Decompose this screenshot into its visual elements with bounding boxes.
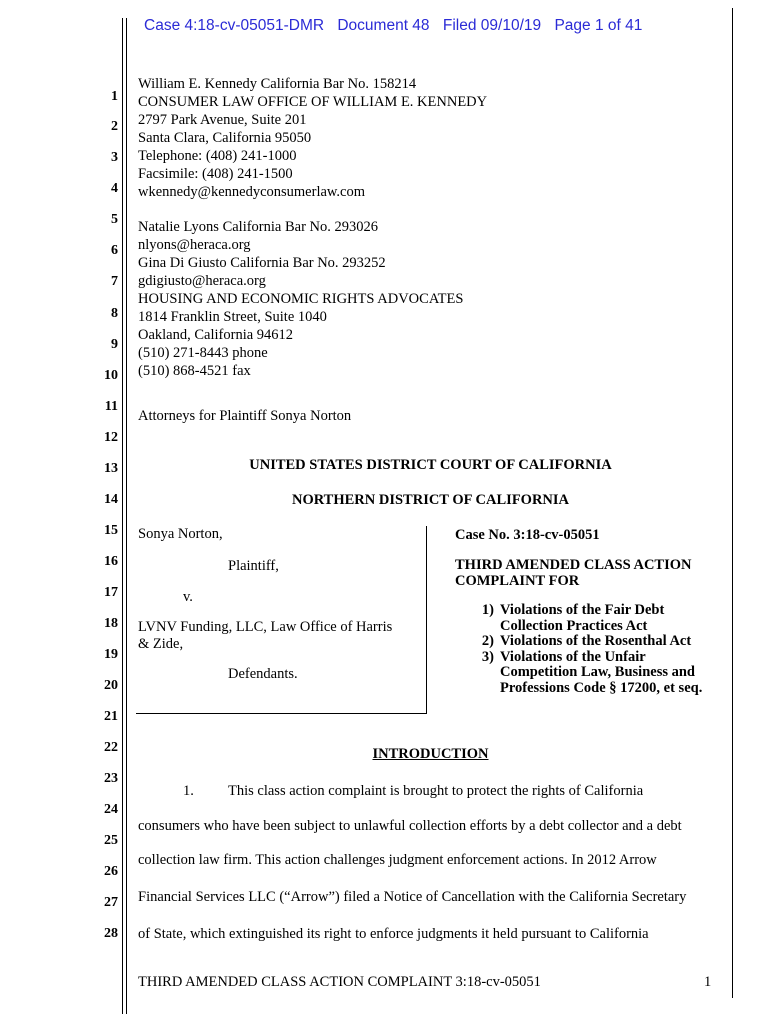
city-state-zip: Santa Clara, California 95050	[138, 130, 312, 146]
claim-number: 3)	[481, 648, 494, 665]
claim-item	[455, 650, 702, 697]
line-number: 1	[111, 89, 118, 104]
paragraph-number: 1.	[183, 783, 194, 799]
paragraph-line: Financial Services LLC (“Arrow”) filed a Notice of Cancellation with the California Secretary	[138, 889, 687, 905]
attorney-name-line: Natalie Lyons California Bar No. 293026	[138, 219, 379, 235]
claim-item	[455, 634, 702, 650]
line-number: 21	[104, 709, 118, 724]
claim-text: Violations of the Rosenthal Act	[500, 633, 692, 649]
line-number: 4	[111, 181, 118, 196]
footer-title: THIRD AMENDED CLASS ACTION COMPLAINT 3:18-cv-05051	[138, 974, 541, 990]
line-number: 11	[104, 399, 118, 414]
facsimile: Facsimile: (408) 241-1500	[138, 166, 293, 182]
claim-item	[455, 603, 702, 634]
line-number: 27	[104, 895, 118, 910]
line-number: 26	[104, 864, 118, 879]
street-address: 1814 Franklin Street, Suite 1040	[138, 309, 327, 325]
email: wkennedy@kennedyconsumerlaw.com	[138, 184, 366, 200]
right-margin-rule	[732, 8, 733, 998]
page-count: Page 1 of 41	[554, 17, 643, 34]
city-state-zip: Oakland, California 94612	[138, 327, 294, 343]
claim-number: 1)	[481, 602, 494, 618]
attorneys-for: Attorneys for Plaintiff Sonya Norton	[138, 408, 352, 424]
footer-page-number: 1	[704, 974, 712, 990]
attorney-name-line: William E. Kennedy California Bar No. 158214	[138, 76, 417, 92]
claim-text: Collection Practices Act	[500, 617, 648, 634]
line-number: 16	[104, 554, 118, 569]
defendants-line: LVNV Funding, LLC, Law Office of Harris	[138, 619, 393, 635]
line-number: 13	[104, 461, 118, 476]
line-number: 28	[104, 926, 118, 941]
left-margin-rule-1	[122, 18, 123, 1014]
paragraph-line: consumers who have been subject to unlawful collection efforts by a debt collector and a debt	[138, 818, 682, 834]
email: nlyons@heraca.org	[138, 237, 251, 253]
claims-list	[455, 603, 702, 696]
line-number: 14	[104, 492, 118, 507]
left-margin-rule-2	[126, 18, 127, 1014]
caption-divider-vertical	[426, 526, 427, 714]
claim-text: Professions Code § 17200, et seq.	[500, 679, 703, 696]
counsel-block-kennedy	[138, 75, 487, 201]
line-number: 15	[104, 523, 118, 538]
line-number: 10	[104, 368, 118, 383]
court-district: NORTHERN DISTRICT OF CALIFORNIA	[291, 492, 570, 508]
line-number: 5	[111, 212, 118, 227]
line-number: 3	[111, 150, 118, 165]
line-number: 20	[104, 678, 118, 693]
facsimile: (510) 868-4521 fax	[138, 363, 251, 379]
counsel-block-hera	[138, 218, 463, 380]
complaint-title-line: THIRD AMENDED CLASS ACTION	[455, 557, 692, 573]
line-number: 18	[104, 616, 118, 631]
claim-text: Violations of the Unfair	[500, 648, 646, 665]
line-number: 6	[111, 243, 118, 258]
defendants-line: & Zide,	[138, 636, 184, 652]
paragraph-line: of State, which extinguished its right to enforce judgments it held pursuant to California	[138, 926, 649, 942]
court-name: UNITED STATES DISTRICT COURT OF CALIFORNIA	[249, 457, 612, 473]
firm-name: HOUSING AND ECONOMIC RIGHTS ADVOCATES	[138, 291, 464, 307]
document-number: Document 48	[337, 17, 430, 34]
line-number: 2	[111, 119, 118, 134]
defendants	[138, 619, 392, 653]
case-no: Case No. 3:18-cv-05051	[455, 527, 600, 543]
line-number: 19	[104, 647, 118, 662]
introduction-heading: INTRODUCTION	[372, 746, 489, 762]
versus: v.	[183, 589, 193, 605]
plaintiff-name: Sonya Norton,	[138, 526, 223, 542]
ecf-header	[144, 17, 651, 35]
line-number: 12	[104, 430, 118, 445]
line-number: 8	[111, 306, 118, 321]
line-number: 24	[104, 802, 118, 817]
street-address: 2797 Park Avenue, Suite 201	[138, 112, 307, 128]
attorney-name-line: Gina Di Giusto California Bar No. 293252	[138, 255, 386, 271]
line-number: 25	[104, 833, 118, 848]
claim-text: Competition Law, Business and	[500, 664, 695, 680]
caption-divider-horizontal	[136, 713, 427, 714]
line-number: 22	[104, 740, 118, 755]
claim-number: 2)	[481, 633, 494, 649]
firm-name: CONSUMER LAW OFFICE OF WILLIAM E. KENNEDY	[138, 94, 488, 110]
case-number: Case 4:18-cv-05051-DMR	[144, 17, 325, 34]
email: gdigiusto@heraca.org	[138, 273, 266, 289]
complaint-title	[455, 557, 691, 589]
line-number: 7	[111, 274, 118, 289]
defendants-role: Defendants.	[228, 666, 298, 682]
filed-date: Filed 09/10/19	[442, 17, 542, 34]
claim-text: Violations of the Fair Debt	[500, 602, 665, 618]
paragraph-line: This class action complaint is brought to protect the rights of California	[228, 783, 644, 799]
line-number: 23	[104, 771, 118, 786]
telephone: Telephone: (408) 241-1000	[138, 148, 297, 164]
paragraph-line: collection law firm. This action challenges judgment enforcement actions. In 2012 Arrow	[138, 852, 657, 868]
complaint-title-line: COMPLAINT FOR	[455, 573, 580, 589]
telephone: (510) 271-8443 phone	[138, 345, 268, 361]
line-number: 17	[104, 585, 118, 600]
plaintiff-role: Plaintiff,	[228, 558, 279, 574]
line-number: 9	[111, 337, 118, 352]
